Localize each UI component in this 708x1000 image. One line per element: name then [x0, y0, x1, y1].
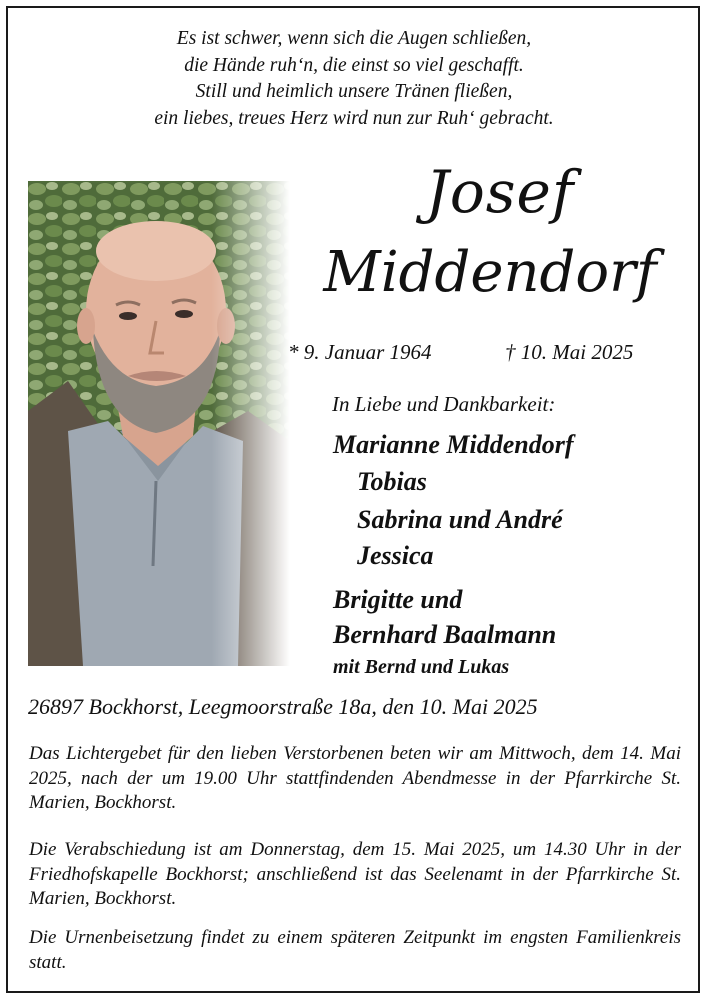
poem-line: die Hände ruh‘n, die einst so viel geschafft.: [184, 54, 524, 76]
mourner-name: Tobias: [357, 467, 427, 496]
death-date: † 10. Mai 2025: [505, 340, 634, 364]
mourners-intro: In Liebe und Dankbarkeit:: [332, 392, 556, 416]
deceased-first-name: Josef: [425, 158, 575, 226]
poem-line: ein liebes, treues Herz wird nun zur Ruh‘ gebracht.: [154, 107, 554, 129]
paragraph-prayer: Das Lichtergebet für den lieben Verstorbenen beten wir am Mittwoch, dem 14. Mai 2025, nach der um 19.00 Uhr stattfindenden Abendmesse in der Pfarrkirche St. Marien, Bockhorst.: [29, 743, 681, 813]
mourner-name: Brigitte und: [333, 585, 463, 614]
birth-date: * 9. Januar 1964: [288, 340, 432, 364]
deceased-last-name: Middendorf: [323, 240, 657, 305]
mourner-name: mit Bernd und Lukas: [333, 656, 510, 678]
paragraph-urn: Die Urnenbeisetzung findet zu einem späteren Zeitpunkt im engsten Familienkreis statt.: [29, 927, 681, 973]
poem: [0, 26, 708, 132]
poem-line: Es ist schwer, wenn sich die Augen schließen,: [176, 28, 532, 49]
paragraph-farewell: Die Verabschiedung ist am Donnerstag, dem 15. Mai 2025, um 14.30 Uhr in der Friedhofskapelle Bockhorst; anschließend ist das Seelenamt in der Pfarrkirche St. Marien, Bockhorst.: [29, 839, 681, 909]
mourner-name: Sabrina und André: [357, 505, 563, 534]
address-line: 26897 Bockhorst, Leegmoorstraße 18a, den 10. Mai 2025: [28, 694, 538, 719]
poem-line: Still und heimlich unsere Tränen fließen,: [195, 81, 513, 102]
life-dates: [288, 340, 634, 365]
portrait-photo: [28, 181, 290, 666]
mourner-name: Marianne Middendorf: [333, 430, 574, 459]
mourner-name: Jessica: [357, 541, 434, 570]
mourner-name: Bernhard Baalmann: [333, 620, 557, 649]
